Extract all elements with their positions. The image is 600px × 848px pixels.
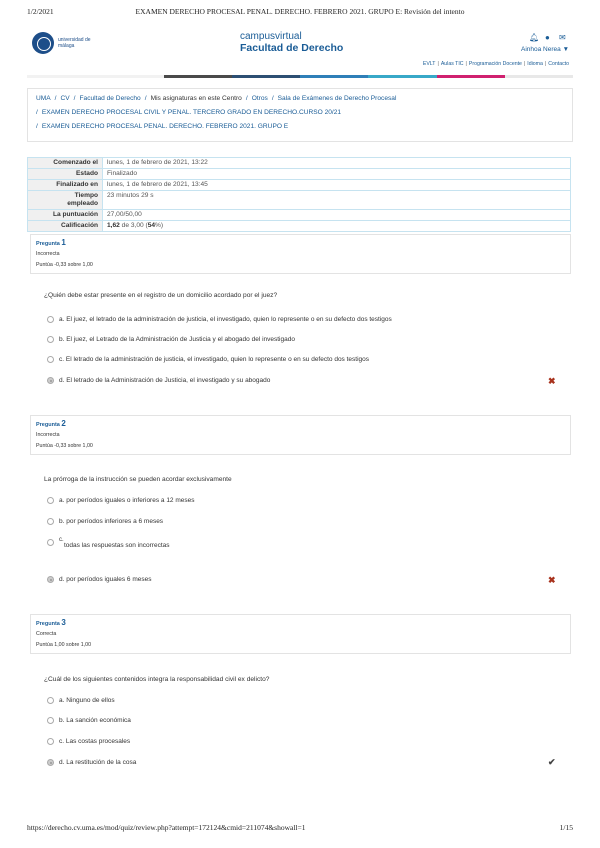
- print-url: https://derecho.cv.uma.es/mod/quiz/review.php?attempt=172124&cmid=211074&showall=1: [27, 823, 306, 832]
- top-links: EVLT | Aulas TIC | Programación Docente | Idioma | Contacto: [422, 61, 569, 67]
- radio-button[interactable]: [47, 697, 54, 704]
- question-state: Correcta: [36, 631, 57, 637]
- breadcrumb-facultad[interactable]: Facultad de Derecho: [79, 95, 141, 102]
- breadcrumb-course[interactable]: EXAMEN DERECHO PROCESAL CIVIL Y PENAL. TERCERO GRADO EN DERECHO.CURSO 20/21: [41, 109, 342, 116]
- question-grade: Puntúa 1,00 sobre 1,00: [36, 642, 92, 648]
- question-text: ¿Quién debe estar presente en el registro de un domicilio acordado por el juez?: [44, 292, 278, 299]
- radio-button[interactable]: [47, 377, 54, 384]
- breadcrumb-sala-examenes[interactable]: Sala de Exámenes de Derecho Procesal: [277, 95, 397, 102]
- question-state: Incorrecta: [36, 432, 60, 438]
- summary-value: Finalizado: [103, 169, 571, 180]
- question-info-3: [30, 614, 571, 654]
- breadcrumb-cv[interactable]: CV: [60, 95, 70, 102]
- radio-button[interactable]: [47, 759, 54, 766]
- breadcrumb-uma[interactable]: UMA: [36, 95, 51, 102]
- breadcrumb-exam[interactable]: EXAMEN DERECHO PROCESAL PENAL. DERECHO. FEBRERO 2021. GRUPO E: [41, 123, 289, 130]
- radio-button[interactable]: [47, 717, 54, 724]
- radio-button[interactable]: [47, 539, 54, 546]
- summary-label: La puntuación: [28, 210, 103, 221]
- radio-button[interactable]: [47, 738, 54, 745]
- question-text: ¿Cuál de los siguientes contenidos integra la responsabilidad civil ex delicto?: [44, 676, 270, 683]
- summary-row: [28, 221, 571, 232]
- university-seal-icon: [32, 32, 54, 54]
- summary-row: [28, 210, 571, 221]
- question-grade: Puntúa -0,33 sobre 1,00: [36, 443, 93, 449]
- summary-row: [28, 191, 571, 210]
- university-logo[interactable]: [32, 31, 92, 57]
- color-bar-segment: [164, 75, 232, 78]
- question-number: Pregunta 2: [36, 419, 66, 428]
- link-evlt[interactable]: EVLT: [422, 61, 436, 67]
- color-bar-segment: [300, 75, 368, 78]
- summary-row: [28, 180, 571, 191]
- breadcrumb-mis-asignaturas: Mis asignaturas en este Centro: [150, 95, 242, 102]
- question-info-2: [30, 415, 571, 455]
- radio-button[interactable]: [47, 316, 54, 323]
- user-menu[interactable]: [521, 46, 569, 53]
- question-grade: Puntúa -0,33 sobre 1,00: [36, 262, 93, 268]
- breadcrumb: UMA / CV / Facultad de Derecho / Mis asignaturas en este Centro / Otros / Sala de Exámenes de Derecho Procesal / EXAMEN DERECHO PROCESAL CIVIL Y PENAL. TERCERO GRADO EN DERECHO.CURSO 20/21 / EXAMEN DERECHO PROCESAL PENAL. DERECHO. FEBRERO 2021. GRUPO E: [27, 88, 573, 142]
- breadcrumb-otros[interactable]: Otros: [251, 95, 268, 102]
- radio-button[interactable]: [47, 576, 54, 583]
- question-number: Pregunta 3: [36, 618, 66, 627]
- radio-button[interactable]: [47, 497, 54, 504]
- user-name: Ainhoa Nerea: [521, 46, 561, 53]
- print-footer: [27, 823, 573, 835]
- summary-label: Estado: [28, 169, 103, 180]
- mail-icon[interactable]: ✉: [559, 33, 566, 42]
- color-bar-segment: [437, 75, 505, 78]
- summary-row: [28, 169, 571, 180]
- question-number: Pregunta 1: [36, 238, 66, 247]
- color-bar-segment: [505, 75, 573, 78]
- color-bar: [27, 75, 573, 78]
- print-page-number: 1/15: [559, 823, 573, 832]
- summary-label: Comenzado el: [28, 158, 103, 169]
- link-programacion-docente[interactable]: Programación Docente: [468, 61, 522, 67]
- summary-label: Finalizado en: [28, 180, 103, 191]
- summary-value: lunes, 1 de febrero de 2021, 13:22: [103, 158, 571, 169]
- summary-label: Calificación: [28, 221, 103, 232]
- color-bar-segment: [232, 75, 300, 78]
- summary-label: Tiempo empleado: [28, 191, 103, 210]
- color-bar-segment: [95, 75, 163, 78]
- site-header: [27, 28, 573, 78]
- summary-row: [28, 158, 571, 169]
- radio-button[interactable]: [47, 518, 54, 525]
- radio-button[interactable]: [47, 336, 54, 343]
- link-aulas-tic[interactable]: Aulas TIC: [440, 61, 464, 67]
- summary-value: 27,00/50,00: [103, 210, 571, 221]
- print-title: EXAMEN DERECHO PROCESAL PENAL. DERECHO. FEBRERO 2021. GRUPO E: Revisión del intento: [135, 7, 465, 16]
- correct-icon: ✔: [548, 757, 556, 767]
- color-bar-segment: [27, 75, 95, 78]
- chevron-down-icon: ▼: [562, 46, 569, 53]
- summary-value: lunes, 1 de febrero de 2021, 13:45: [103, 180, 571, 191]
- summary-grade: 1,62 de 3,00 (54%): [103, 221, 571, 232]
- print-date: 1/2/2021: [27, 7, 54, 16]
- link-idioma[interactable]: Idioma: [527, 61, 543, 67]
- summary-value: 23 minutos 29 s: [103, 191, 571, 210]
- logo-text: universidad de málaga: [58, 37, 91, 49]
- color-bar-segment: [368, 75, 436, 78]
- attempt-summary-table: [27, 157, 571, 232]
- incorrect-icon: ✖: [548, 575, 556, 585]
- site-brand[interactable]: [240, 32, 343, 54]
- question-state: Incorrecta: [36, 251, 60, 257]
- question-info-1: [30, 234, 571, 274]
- radio-button[interactable]: [47, 356, 54, 363]
- print-header: [27, 7, 573, 19]
- link-contacto[interactable]: Contacto: [548, 61, 569, 67]
- bell-icon[interactable]: 🔔︎: [529, 33, 540, 42]
- brand-main: Facultad de Derecho: [240, 42, 344, 54]
- question-text: La prórroga de la instrucción se pueden acordar exclusivamente: [44, 476, 232, 483]
- incorrect-icon: ✖: [548, 376, 556, 386]
- brand-sub: campusvirtual: [240, 31, 302, 42]
- chat-icon[interactable]: ●: [545, 33, 550, 42]
- user-area: [509, 34, 569, 58]
